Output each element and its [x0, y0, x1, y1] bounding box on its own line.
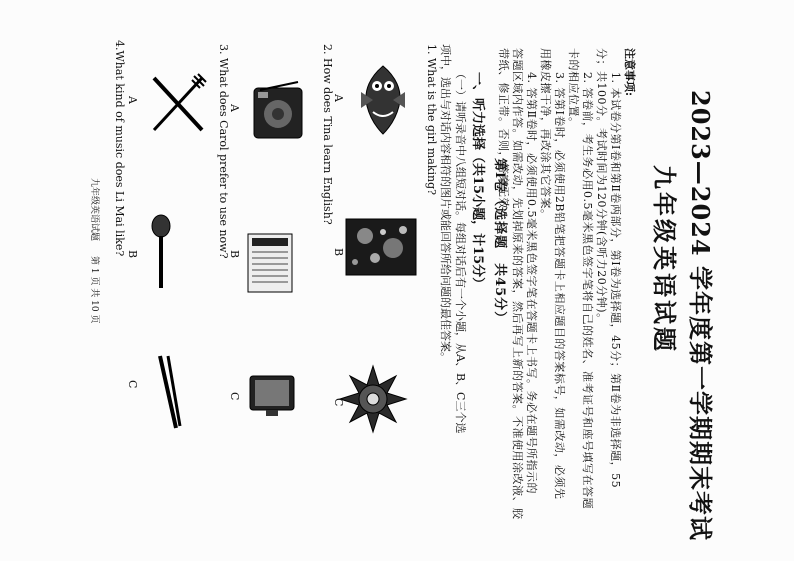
option-label: A — [228, 104, 241, 112]
notice-heading: 注意事项: — [623, 48, 636, 97]
exam-subtitle: 九年级英语试题 — [650, 165, 679, 354]
exam-title: 2023—2024 学年度第一学期期末考试 — [686, 90, 715, 541]
paper-cut-flower-icon — [338, 364, 408, 434]
option-label: B — [228, 250, 241, 259]
footer-page-number: 第 1 页 共 10 页 — [89, 256, 99, 324]
option-label: C — [332, 398, 345, 407]
listening-instruction: （一）请听录音中八组短对话。每组对话后有一个小题，从A、B、C三个选 — [454, 68, 467, 434]
notice-line: 带纸、修正带。否则，答案无效。 — [497, 48, 510, 221]
option-label: B — [332, 248, 345, 257]
footer-exam-name: 九年级英语试题 — [89, 178, 99, 242]
option-label: B — [126, 250, 139, 259]
question-1: 1. What is the girl making? — [425, 44, 438, 196]
option-label: C — [228, 392, 241, 401]
part-one-title: 第Ⅰ卷（选择题 共45分） — [492, 158, 507, 326]
question-3: 3. What does Carol prefer to use now? — [217, 44, 230, 259]
chopsticks-icon — [146, 354, 190, 430]
notice-line: 4. 答第Ⅱ卷时，必须使用0.5毫米黑色签字笔在答题卡上书写。务必在题号所指示的 — [525, 72, 538, 494]
question-2: 2. How does Tina learn English? — [321, 44, 334, 225]
notice-line: 用橡皮擦干净，再改涂其它答案。 — [539, 48, 552, 221]
notice-line: 2. 答卷前，考生务必用0.5毫米黑色签字笔将自己的姓名、准考证号和座号填写在答题 — [581, 72, 594, 509]
fish-lantern-icon — [355, 62, 411, 138]
option-label: C — [126, 380, 139, 389]
notice-line: 分；共100分。考试时间为120分钟(含听力20分钟)。 — [595, 48, 608, 325]
fork-and-knife-icon — [148, 72, 208, 136]
night-sky-painting-icon — [345, 218, 417, 276]
notice-line: 3. 答第Ⅰ卷时，必须使用2B铅笔把答题卡上相应题目的答案标号，如需改动，必须先 — [553, 72, 566, 500]
radio-icon — [250, 80, 306, 142]
television-icon — [248, 374, 296, 418]
notice-line: 1. 本试卷分第Ⅰ卷和第Ⅱ卷两部分，第Ⅰ卷为选择题，45分；第Ⅱ卷为非选择题，55 — [609, 72, 622, 489]
notice-line: 卡的相应位置。 — [567, 48, 580, 129]
question-4: 4.What kind of music does Li Mai like? — [113, 40, 126, 257]
listening-section-title: 一、听力选择（共15小题，计15分） — [470, 72, 485, 291]
option-label: A — [332, 94, 345, 102]
listening-instruction: 项中，选出与对话内容相符的图片或能回答所给问题的最佳答案。 — [439, 44, 452, 363]
option-label: A — [126, 96, 139, 104]
notice-line: 答题区域内作答。如需改动，先划掉原来的答案，然后再写上新的答案。不准使用涂改液、胶 — [511, 48, 524, 520]
spoon-icon — [148, 214, 174, 290]
newspaper-icon — [246, 232, 294, 294]
